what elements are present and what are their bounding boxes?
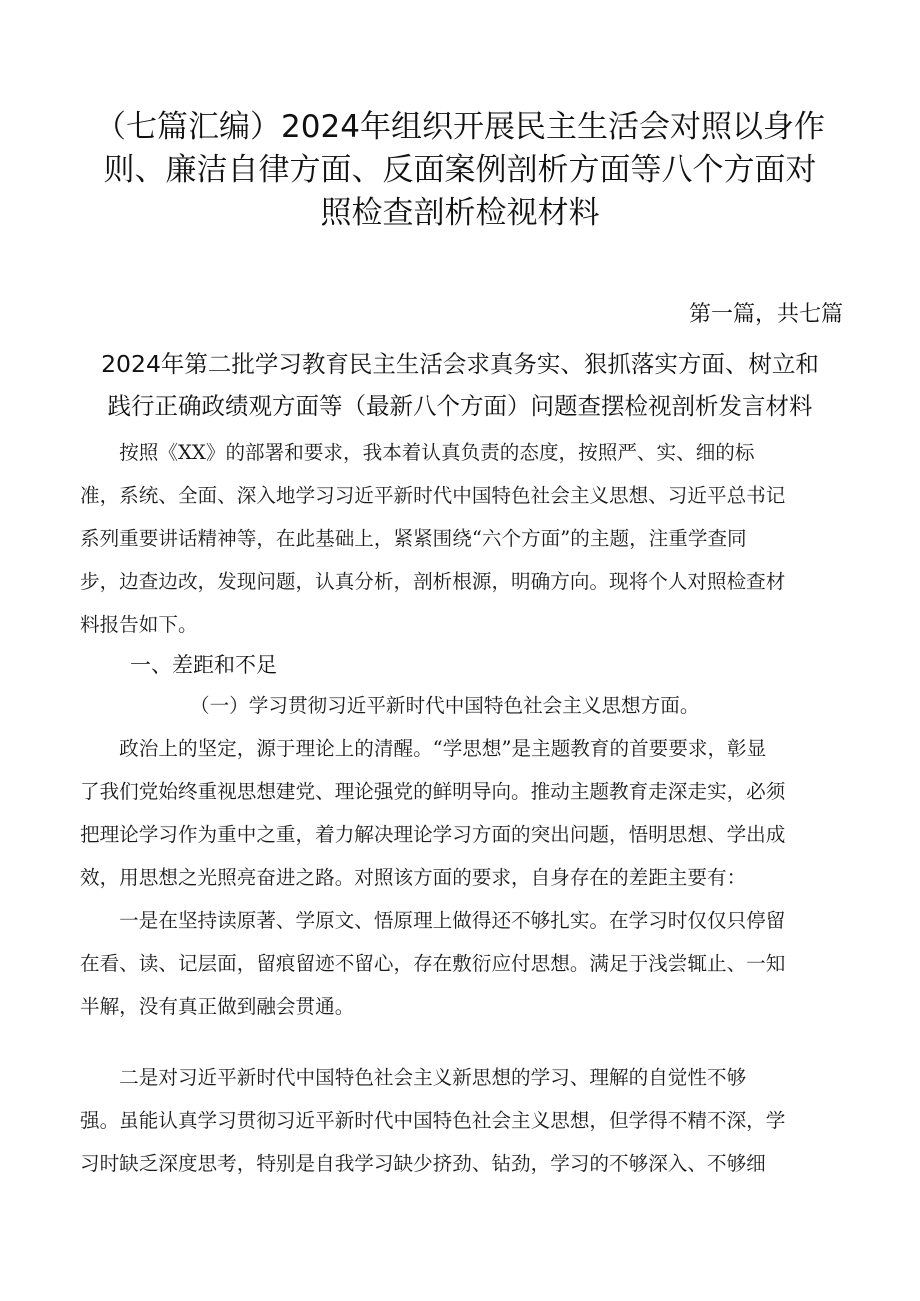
section-title-line: 2024年第二批学习教育民主生活会求真务实、狠抓落实方面、树立和: [101, 350, 819, 378]
document-title: [60, 106, 860, 235]
paragraph-line: 在看、读、记层面，留痕留迹不留心，存在敷衍应付思想。满足于浅尝辄止、一知: [80, 952, 786, 975]
paragraph-line: 一是在坚持读原著、学原文、悟原理上做得还不够扎实。在学习时仅仅只停留: [80, 909, 786, 932]
paragraph-line: 半解，没有真正做到融会贯通。: [80, 995, 355, 1018]
paragraph-line: 二是对习近平新时代中国特色社会主义新思想的学习、理解的自觉性不够: [80, 1066, 747, 1089]
point-two-paragraph: [80, 1056, 855, 1185]
paragraph-line: 准，系统、全面、深入地学习习近平新时代中国特色社会主义思想、习近平总书记: [80, 484, 786, 507]
paragraph-line: 了我们党始终重视思想建党、理论强党的鲜明导向。推动主题教育走深走实，必须: [80, 780, 786, 803]
heading-gaps-and-shortcomings: 一、差距和不足: [130, 653, 277, 677]
paragraph-line: 把理论学习作为重中之重，着力解决理论学习方面的突出问题，悟明思想、学出成: [80, 823, 786, 846]
politics-paragraph: [80, 727, 855, 899]
paragraph-line: 效，用思想之光照亮奋进之路。对照该方面的要求，自身存在的差距主要有：: [80, 866, 747, 889]
paragraph-line: 按照《XX》的部署和要求，我本着认真负责的态度，按照严、实、细的标: [80, 441, 755, 464]
part-label: 第一篇，共七篇: [688, 302, 843, 327]
intro-paragraph: [80, 431, 855, 646]
paragraph-line: 习时缺乏深度思考，特别是自我学习缺少挤劲、钻劲，学习的不够深入、不够细: [80, 1152, 766, 1175]
paragraph-line: 政治上的坚定，源于理论上的清醒。“学思想”是主题教育的首要要求，彰显: [80, 737, 767, 760]
title-line: 照检查剖析检视材料: [320, 195, 600, 231]
title-line: （七篇汇编）2024年组织开展民主生活会对照以身作: [95, 109, 825, 145]
title-line: 则、廉洁自律方面、反面案例剖析方面等八个方面对: [103, 152, 817, 188]
paragraph-line: 系列重要讲话精神等，在此基础上，紧紧围绕“六个方面”的主题，注重学查同: [80, 527, 747, 550]
paragraph-line: 料报告如下。: [80, 613, 198, 636]
subheading-study-thought: （一）学习贯彻习近平新时代中国特色社会主义思想方面。: [190, 694, 700, 717]
section-title: [60, 343, 860, 427]
paragraph-line: 步，边查边改，发现问题，认真分析，剖析根源，明确方向。现将个人对照检查材: [80, 570, 786, 593]
paragraph-line: 强。虽能认真学习贯彻习近平新时代中国特色社会主义思想，但学得不精不深，学: [80, 1109, 786, 1132]
section-title-line: 践行正确政绩观方面等（最新八个方面）问题查摆检视剖析发言材料: [107, 392, 813, 420]
point-one-paragraph: [80, 899, 855, 1028]
